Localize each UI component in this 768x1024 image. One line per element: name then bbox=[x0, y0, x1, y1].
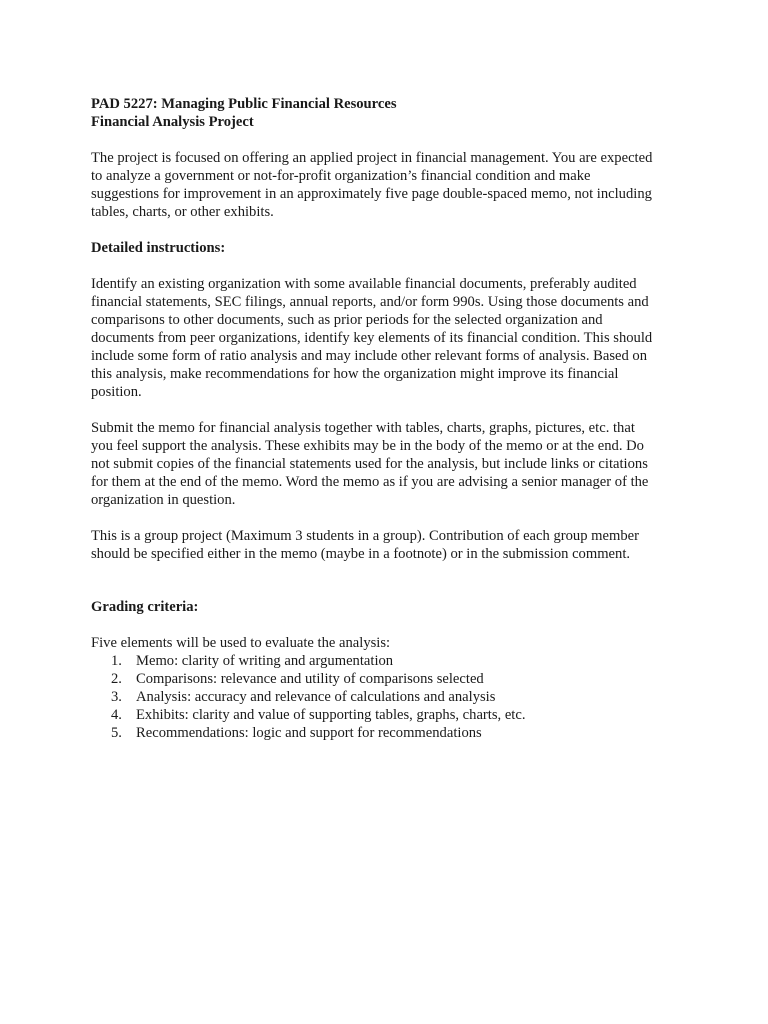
list-text: Exhibits: clarity and value of supporting tables, graphs, charts, etc. bbox=[136, 707, 526, 723]
grading-lead: Five elements will be used to evaluate the analysis: bbox=[91, 635, 391, 651]
spacer bbox=[91, 257, 691, 275]
paragraph-line: organization in question. bbox=[91, 492, 236, 508]
intro-line: to analyze a government or not-for-profit organization’s financial condition and make bbox=[91, 168, 591, 184]
instructions-paragraph-1 bbox=[91, 275, 691, 401]
list-item bbox=[91, 652, 691, 670]
list-number: 5. bbox=[111, 725, 122, 741]
list-number: 3. bbox=[111, 689, 122, 705]
paragraph-line: for them at the end of the memo. Word the memo as if you are advising a senior manager of the bbox=[91, 474, 649, 490]
list-number: 2. bbox=[111, 671, 122, 687]
intro-line: suggestions for improvement in an approximately five page double-spaced memo, not including bbox=[91, 186, 652, 202]
paragraph-line: comparisons to other documents, such as prior periods for the selected organization and bbox=[91, 312, 603, 328]
spacer bbox=[91, 509, 691, 527]
paragraph-line: Identify an existing organization with some available financial documents, preferably audited bbox=[91, 276, 637, 292]
intro-line: The project is focused on offering an applied project in financial management. You are expected bbox=[91, 150, 653, 166]
intro-line: tables, charts, or other exhibits. bbox=[91, 204, 274, 220]
spacer bbox=[91, 401, 691, 419]
list-item bbox=[91, 706, 691, 724]
spacer bbox=[91, 221, 691, 239]
paragraph-line: not submit copies of the financial statements used for the analysis, but include links or citations bbox=[91, 456, 648, 472]
list-item bbox=[91, 688, 691, 706]
paragraph-line: This is a group project (Maximum 3 students in a group). Contribution of each group member bbox=[91, 528, 639, 544]
spacer bbox=[91, 563, 691, 598]
list-text: Analysis: accuracy and relevance of calculations and analysis bbox=[136, 689, 496, 705]
paragraph-line: position. bbox=[91, 384, 142, 400]
list-text: Comparisons: relevance and utility of comparisons selected bbox=[136, 671, 484, 687]
list-item bbox=[91, 724, 691, 742]
project-title: Financial Analysis Project bbox=[91, 114, 254, 130]
instructions-heading: Detailed instructions: bbox=[91, 240, 226, 256]
intro-paragraph bbox=[91, 149, 691, 221]
paragraph-line: this analysis, make recommendations for how the organization might improve its financial bbox=[91, 366, 619, 382]
list-number: 1. bbox=[111, 653, 122, 669]
paragraph-line: you feel support the analysis. These exhibits may be in the body of the memo or at the end. Do bbox=[91, 438, 644, 454]
paragraph-line: documents from peer organizations, identify key elements of its financial condition. This should bbox=[91, 330, 653, 346]
spacer bbox=[91, 616, 691, 634]
paragraph-line: Submit the memo for financial analysis together with tables, charts, graphs, pictures, etc. that bbox=[91, 420, 635, 436]
list-text: Memo: clarity of writing and argumentation bbox=[136, 653, 394, 669]
instructions-paragraph-2 bbox=[91, 419, 691, 509]
grading-heading: Grading criteria: bbox=[91, 599, 199, 615]
spacer bbox=[91, 131, 691, 149]
instructions-paragraph-3 bbox=[91, 527, 691, 563]
grading-criteria-list bbox=[91, 652, 691, 742]
course-title: PAD 5227: Managing Public Financial Resources bbox=[91, 96, 397, 112]
document-body bbox=[91, 95, 691, 742]
paragraph-line: financial statements, SEC filings, annual reports, and/or form 990s. Using those documents and bbox=[91, 294, 649, 310]
list-number: 4. bbox=[111, 707, 122, 723]
paragraph-line: should be specified either in the memo (maybe in a footnote) or in the submission comment. bbox=[91, 546, 631, 562]
paragraph-line: include some form of ratio analysis and may include other relevant forms of analysis. Based on bbox=[91, 348, 648, 364]
list-item bbox=[91, 670, 691, 688]
list-text: Recommendations: logic and support for recommendations bbox=[136, 725, 482, 741]
